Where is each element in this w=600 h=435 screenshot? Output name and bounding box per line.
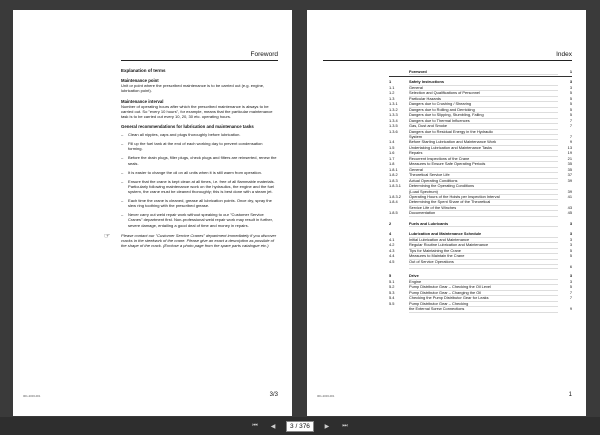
toc-title: Dangers due to Rolling and Derricking (409, 108, 558, 113)
toc-page: 39 (567, 188, 572, 194)
doc-id: 001-2003-001 (317, 394, 335, 398)
header-title: Index (556, 51, 572, 58)
toc-num: 5.3 (389, 289, 395, 295)
previous-page-icon[interactable]: ◀ (270, 423, 276, 430)
toc-title: Determining the Spent Share of the Theoretical (409, 200, 558, 205)
toc-page: 13 (567, 144, 572, 150)
viewer-toolbar (0, 417, 600, 435)
toc-num (389, 265, 409, 269)
toc-num: 1.3.2 (389, 106, 398, 112)
toc-row[interactable] (389, 70, 572, 77)
toc-num: 4.1 (389, 236, 395, 242)
toc-num: 1.8.1 (389, 166, 398, 172)
toc-title: Measures to Ensure Safe Operating Periods (409, 162, 558, 167)
toc-title: Pump Distributor Gear – Changing the Oil (409, 291, 558, 296)
toc-num: 1.7 (389, 155, 395, 161)
toc-page: 7 (569, 117, 572, 123)
page-content (104, 68, 278, 249)
toc-page: 5 (569, 95, 572, 101)
toc-num: 4.2 (389, 242, 395, 248)
toc-title: General (409, 168, 558, 173)
toc-page: 5 (569, 101, 572, 107)
toc-title: Fuels and Lubricants (409, 222, 558, 227)
toc-page: 19 (567, 150, 572, 156)
toc-num: 1.1 (389, 84, 395, 90)
toc-num: 1.4 (389, 139, 395, 145)
toc-num: 1.6 (389, 150, 395, 156)
toc-page: 3 (569, 236, 572, 242)
last-page-icon[interactable]: ⏭ (342, 422, 348, 429)
toc-page: 21 (567, 155, 572, 161)
left-page (13, 10, 292, 416)
section-text: Unit or point where the prescribed maintenance is to be carried out (e.g. engine, lubrication point). (121, 83, 265, 94)
toc-page: 43 (567, 204, 572, 210)
toc-title: Undertaking Lubrication and Maintenance Tasks (409, 146, 558, 151)
toc-page: 45 (567, 210, 572, 216)
toc-page: 7 (569, 123, 572, 129)
toc-num: 4.3 (389, 247, 395, 253)
page-header (121, 47, 278, 61)
page-number: 3/3 (269, 392, 278, 398)
toc-page: 5 (569, 90, 572, 96)
table-of-contents (389, 70, 572, 313)
toc-num: 4.4 (389, 253, 395, 259)
toc-num: 1.8.4 (389, 199, 398, 205)
toc-num: 1 (389, 79, 392, 85)
toc-title: Lubrication and Maintenance Schedule (409, 232, 558, 237)
toc-page: 5 (569, 253, 572, 259)
toc-title: Theoretical Service Life (409, 173, 558, 178)
toc-page: 3 (569, 242, 572, 248)
toc-title: Dangers due to Crushing / Shearing (409, 102, 558, 107)
toc-num: 1.3.6 (389, 128, 398, 134)
toc-page: 3 (569, 231, 572, 237)
toc-row[interactable] (389, 222, 572, 227)
toc-num: 1.8.3 (389, 177, 398, 183)
toc-title: Gas, Dust and Smoke (409, 124, 558, 129)
toc-title: Regular Routine Lubrication and Maintenance (409, 243, 558, 248)
toc-page: 7 (569, 295, 572, 301)
toc-page: 5 (569, 106, 572, 112)
toc-page: 7 (569, 289, 572, 295)
toc-title: System (409, 135, 558, 140)
toc-page: 5 (569, 284, 572, 290)
toc-title (409, 265, 558, 269)
toc-title: Recurrent Inspections of the Crane (409, 157, 558, 162)
page-footer (317, 392, 572, 398)
toc-num (389, 307, 409, 312)
section-text: Number of operating hours after which the prescribed maintenance is always to be carried out. So "every 10 hours", for example, means that the particular maintenance task is to be carried out every 10, 20, 30 etc. operating hours. (121, 103, 273, 120)
page-footer (23, 392, 278, 398)
toc-page: 9 (569, 306, 572, 312)
toc-page: 3 (569, 84, 572, 90)
toc-title: Selection and Qualifications of Personnel (409, 91, 558, 96)
toc-title: Actual Operating Conditions (409, 179, 558, 184)
toc-page: 37 (567, 172, 572, 178)
toc-num: 1.2 (389, 90, 395, 96)
bullet-item: – Each time the crane is cleaned, grease all lubrication points. Once dry, spray the slew ring toothing with the prescribed grease. (121, 198, 272, 209)
toc-num: 5.5 (389, 300, 395, 306)
toc-row[interactable] (389, 307, 572, 312)
toc-row[interactable] (389, 265, 572, 269)
pointing-hand-icon: ☞ (104, 232, 111, 240)
bullet-item: – It is easier to change the oil on all units when it is still warm from operation. (121, 169, 263, 175)
toc-title: Drive (409, 274, 558, 279)
heading: Explanation of terms (121, 68, 166, 73)
toc-title: Initial Lubrication and Maintenance (409, 238, 558, 243)
toc-title: Measures to Maintain the Crane (409, 254, 558, 259)
toc-page: 3 (569, 278, 572, 284)
toc-title: Checking the Pump Distributor Gear for Leaks (409, 296, 558, 301)
bullet-list (121, 132, 278, 228)
toc-page: 3 (569, 79, 572, 85)
toc-title: Particular Hazards (409, 97, 558, 102)
toc-page: 6 (569, 263, 572, 269)
toc-page: 9 (569, 139, 572, 145)
bullet-item: – Never carry out weld repair work without speaking to our "Customer Service Cranes" department first. Non-professional weld repair work may result in further, severe damage, entailing a good deal of time and money in repairs. (121, 212, 273, 228)
toc-page: 3 (569, 220, 572, 226)
toc-title: Foreword (409, 70, 558, 75)
toc-title: Documentation (409, 211, 558, 216)
toc-title: Operating Hours of the Hoists per Inspection Interval (409, 195, 558, 200)
toc-row[interactable] (389, 211, 572, 216)
section-title: Maintenance interval (121, 98, 164, 104)
toc-num: 2 (389, 220, 392, 226)
toc-num: 1.5 (389, 144, 395, 150)
toc-title: Safety Instructions (409, 80, 558, 85)
toc-num: 1.3.4 (389, 117, 398, 123)
toc-page: 5 (569, 112, 572, 118)
toc-page: 35 (567, 161, 572, 167)
toc-title: Engine (409, 280, 558, 285)
bullet-item: – Before the drain plugs, filler plugs, check plugs and filters are reinserted, renew the seals. (121, 155, 277, 166)
section-title: Maintenance point (121, 78, 159, 84)
toc-num: 1.8.3.2 (389, 193, 401, 199)
page-header (323, 47, 572, 61)
first-page-icon[interactable]: ⏮ (252, 422, 258, 429)
toc-num: 1.3.3 (389, 112, 398, 118)
toc-num: 1.3 (389, 95, 395, 101)
toc-title: Determining the Operating Conditions (409, 184, 558, 189)
note: ☞ Please contact our "Customer Service Cranes" department immediately if you discover cracks in the steelwork of the crane. Please give an exact a description as possible of the shape of the crack. (Enclose a photo page from the spare parts catalogue etc.) (104, 232, 277, 249)
toc-num: 4 (389, 231, 392, 237)
header-title: Foreword (250, 51, 278, 58)
toc-num: 1.8.2 (389, 172, 398, 178)
toc-title: Dangers due to Thermal Influences (409, 119, 558, 124)
toc-num: 5.4 (389, 295, 395, 301)
general-title: General recommendations for lubrication and maintenance tasks (121, 124, 254, 130)
toc-title: Repairs (409, 151, 558, 156)
toc-num: 1.3.5 (389, 123, 398, 129)
toc-num (389, 70, 409, 75)
toc-num: 1.8.3.1 (389, 183, 401, 189)
toc-num: 1.8.5 (389, 210, 398, 216)
toc-page: 1 (569, 69, 572, 74)
toc-title: Before Starting Lubrication and Maintenance Work (409, 140, 558, 145)
toc-page: 35 (567, 166, 572, 172)
toc-num: 5.1 (389, 278, 395, 284)
toc-title: Service Life of the Winches (409, 206, 558, 211)
toc-title: Dangers due to Residual Energy in the Hydraulic (409, 130, 558, 135)
toc-num: 4.5 (389, 258, 395, 264)
toc-title: Pump Distributor Gear – Checking (409, 302, 558, 307)
next-page-icon[interactable]: ▶ (324, 423, 330, 430)
toc-num: 5 (389, 273, 392, 279)
page-number-field[interactable]: 3 / 376 (286, 421, 314, 432)
toc-title: General (409, 86, 558, 91)
toc-num: 5.2 (389, 284, 395, 290)
bullet-item: – Clean all nipples, caps and plugs thoroughly before lubrication. (121, 132, 241, 138)
toc-title: Out of Service Operations (409, 260, 558, 265)
page-number: 1 (568, 392, 572, 398)
toc-page: 7 (569, 133, 572, 139)
toc-title: Pump Distributor Gear – Checking the Oil Level (409, 285, 558, 290)
toc-title: Tips for Maintaining the Crane (409, 249, 558, 254)
doc-id: 001-2003-001 (23, 394, 41, 398)
toc-page: 41 (567, 193, 572, 199)
toc-page: 5 (569, 247, 572, 253)
toc-num: 1.8 (389, 161, 395, 167)
toc-page: 39 (567, 177, 572, 183)
bullet-item: – Fill up the fuel tank at the end of each working day to prevent condensation forming. (121, 141, 263, 152)
right-page (307, 10, 586, 416)
toc-title: Dangers due to Slipping, Stumbling, Falling (409, 113, 558, 118)
toc-title: the External Screw Connections (409, 307, 558, 312)
toc-title: (Load Spectrum) (409, 190, 558, 195)
toc-page: 3 (569, 273, 572, 279)
bullet-item: – Ensure that the crane is kept clean at all times, i.e. free of all flammable materials. Particularly following maintenance work on the hydraulics, the engine and the fuel system, the crane must be cleaned thoroughly; this is best done with a steam jet. (121, 178, 275, 195)
toc-num: 1.3.1 (389, 101, 398, 107)
